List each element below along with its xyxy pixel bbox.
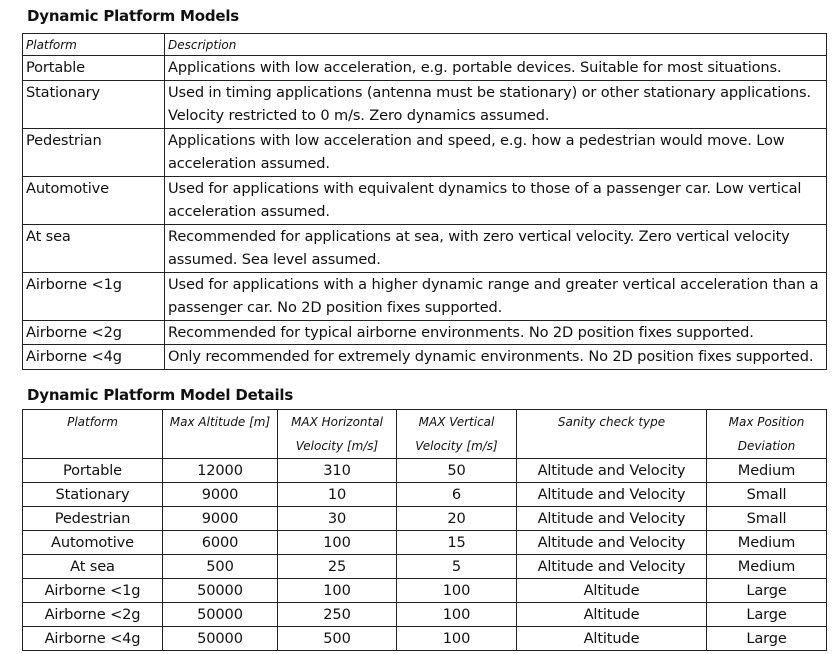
max-altitude-cell: 6000 [163,531,278,555]
table-row [23,345,827,370]
max-horizontal-velocity-cell: 310 [278,459,397,483]
max-horizontal-velocity-cell: 30 [278,507,397,531]
platform-cell: Automotive [23,531,163,555]
column-header-max-position-deviation: Max Position Deviation [707,410,827,459]
column-header-platform: Platform [23,34,165,56]
platform-cell: Airborne <2g [23,603,163,627]
max-vertical-velocity-cell: 100 [397,603,517,627]
max-position-deviation-cell: Small [707,483,827,507]
max-vertical-velocity-cell: 100 [397,627,517,651]
description-cell: Recommended for applications at sea, with zero vertical velocity. Zero vertical velocity assumed. Sea level assumed. [165,224,827,272]
platform-cell: Airborne <4g [23,345,165,370]
table-row [23,272,827,320]
column-header-max-altitude: Max Altitude [m] [163,410,278,459]
column-header-platform: Platform [23,410,163,459]
table-row [23,320,827,345]
max-position-deviation-cell: Medium [707,531,827,555]
table-row [23,459,827,483]
platform-cell: Pedestrian [23,507,163,531]
column-header-max-horizontal-velocity: MAX Horizontal Velocity [m/s] [278,410,397,459]
platform-cell: At sea [23,555,163,579]
column-header-max-vertical-velocity: MAX Vertical Velocity [m/s] [397,410,517,459]
description-cell: Used for applications with equivalent dynamics to those of a passenger car. Low vertical acceleration assumed. [165,176,827,224]
description-cell: Recommended for typical airborne environments. No 2D position fixes supported. [165,320,827,345]
sanity-check-type-cell: Altitude and Velocity [517,507,707,531]
table-row [23,555,827,579]
description-cell: Used in timing applications (antenna must be stationary) or other stationary applications. Velocity restricted to 0 m/s. Zero dynamics assumed. [165,80,827,128]
max-horizontal-velocity-cell: 100 [278,531,397,555]
table-header-row [23,410,827,459]
platform-cell: Airborne <1g [23,579,163,603]
max-horizontal-velocity-cell: 100 [278,579,397,603]
platform-cell: Airborne <2g [23,320,165,345]
platform-cell: Automotive [23,176,165,224]
max-position-deviation-cell: Large [707,579,827,603]
max-position-deviation-cell: Large [707,603,827,627]
table-row [23,224,827,272]
sanity-check-type-cell: Altitude and Velocity [517,459,707,483]
table-row [23,128,827,176]
description-cell: Only recommended for extremely dynamic environments. No 2D position fixes supported. [165,345,827,370]
max-position-deviation-cell: Medium [707,459,827,483]
table-row [23,80,827,128]
table-row [23,603,827,627]
section-title-platform-models: Dynamic Platform Models [27,7,240,25]
max-vertical-velocity-cell: 50 [397,459,517,483]
platform-cell: Airborne <4g [23,627,163,651]
platform-cell: At sea [23,224,165,272]
table-header-row [23,34,827,56]
table-row [23,579,827,603]
platform-cell: Stationary [23,483,163,507]
platform-models-table [22,33,827,370]
sanity-check-type-cell: Altitude and Velocity [517,555,707,579]
table-row [23,176,827,224]
max-altitude-cell: 12000 [163,459,278,483]
max-horizontal-velocity-cell: 10 [278,483,397,507]
sanity-check-type-cell: Altitude and Velocity [517,483,707,507]
table-row [23,483,827,507]
sanity-check-type-cell: Altitude [517,627,707,651]
max-vertical-velocity-cell: 100 [397,579,517,603]
column-header-sanity-check-type: Sanity check type [517,410,707,459]
max-horizontal-velocity-cell: 500 [278,627,397,651]
max-vertical-velocity-cell: 20 [397,507,517,531]
platform-cell: Stationary [23,80,165,128]
max-altitude-cell: 500 [163,555,278,579]
max-horizontal-velocity-cell: 250 [278,603,397,627]
sanity-check-type-cell: Altitude and Velocity [517,531,707,555]
max-altitude-cell: 9000 [163,507,278,531]
sanity-check-type-cell: Altitude [517,579,707,603]
column-header-description: Description [165,34,827,56]
max-horizontal-velocity-cell: 25 [278,555,397,579]
max-vertical-velocity-cell: 5 [397,555,517,579]
description-cell: Applications with low acceleration and speed, e.g. how a pedestrian would move. Low acceleration assumed. [165,128,827,176]
section-title-model-details: Dynamic Platform Model Details [27,386,294,404]
table-row [23,507,827,531]
platform-cell: Airborne <1g [23,272,165,320]
description-cell: Used for applications with a higher dynamic range and greater vertical acceleration than a passenger car. No 2D position fixes supported. [165,272,827,320]
max-altitude-cell: 50000 [163,579,278,603]
max-vertical-velocity-cell: 15 [397,531,517,555]
max-position-deviation-cell: Medium [707,555,827,579]
max-position-deviation-cell: Large [707,627,827,651]
description-cell: Applications with low acceleration, e.g. portable devices. Suitable for most situations. [165,56,827,81]
sanity-check-type-cell: Altitude [517,603,707,627]
platform-cell: Portable [23,56,165,81]
platform-cell: Portable [23,459,163,483]
platform-model-details-table [22,409,827,651]
max-altitude-cell: 9000 [163,483,278,507]
table-row [23,627,827,651]
max-position-deviation-cell: Small [707,507,827,531]
max-vertical-velocity-cell: 6 [397,483,517,507]
table-row [23,56,827,81]
max-altitude-cell: 50000 [163,627,278,651]
table-row [23,531,827,555]
max-altitude-cell: 50000 [163,603,278,627]
platform-cell: Pedestrian [23,128,165,176]
